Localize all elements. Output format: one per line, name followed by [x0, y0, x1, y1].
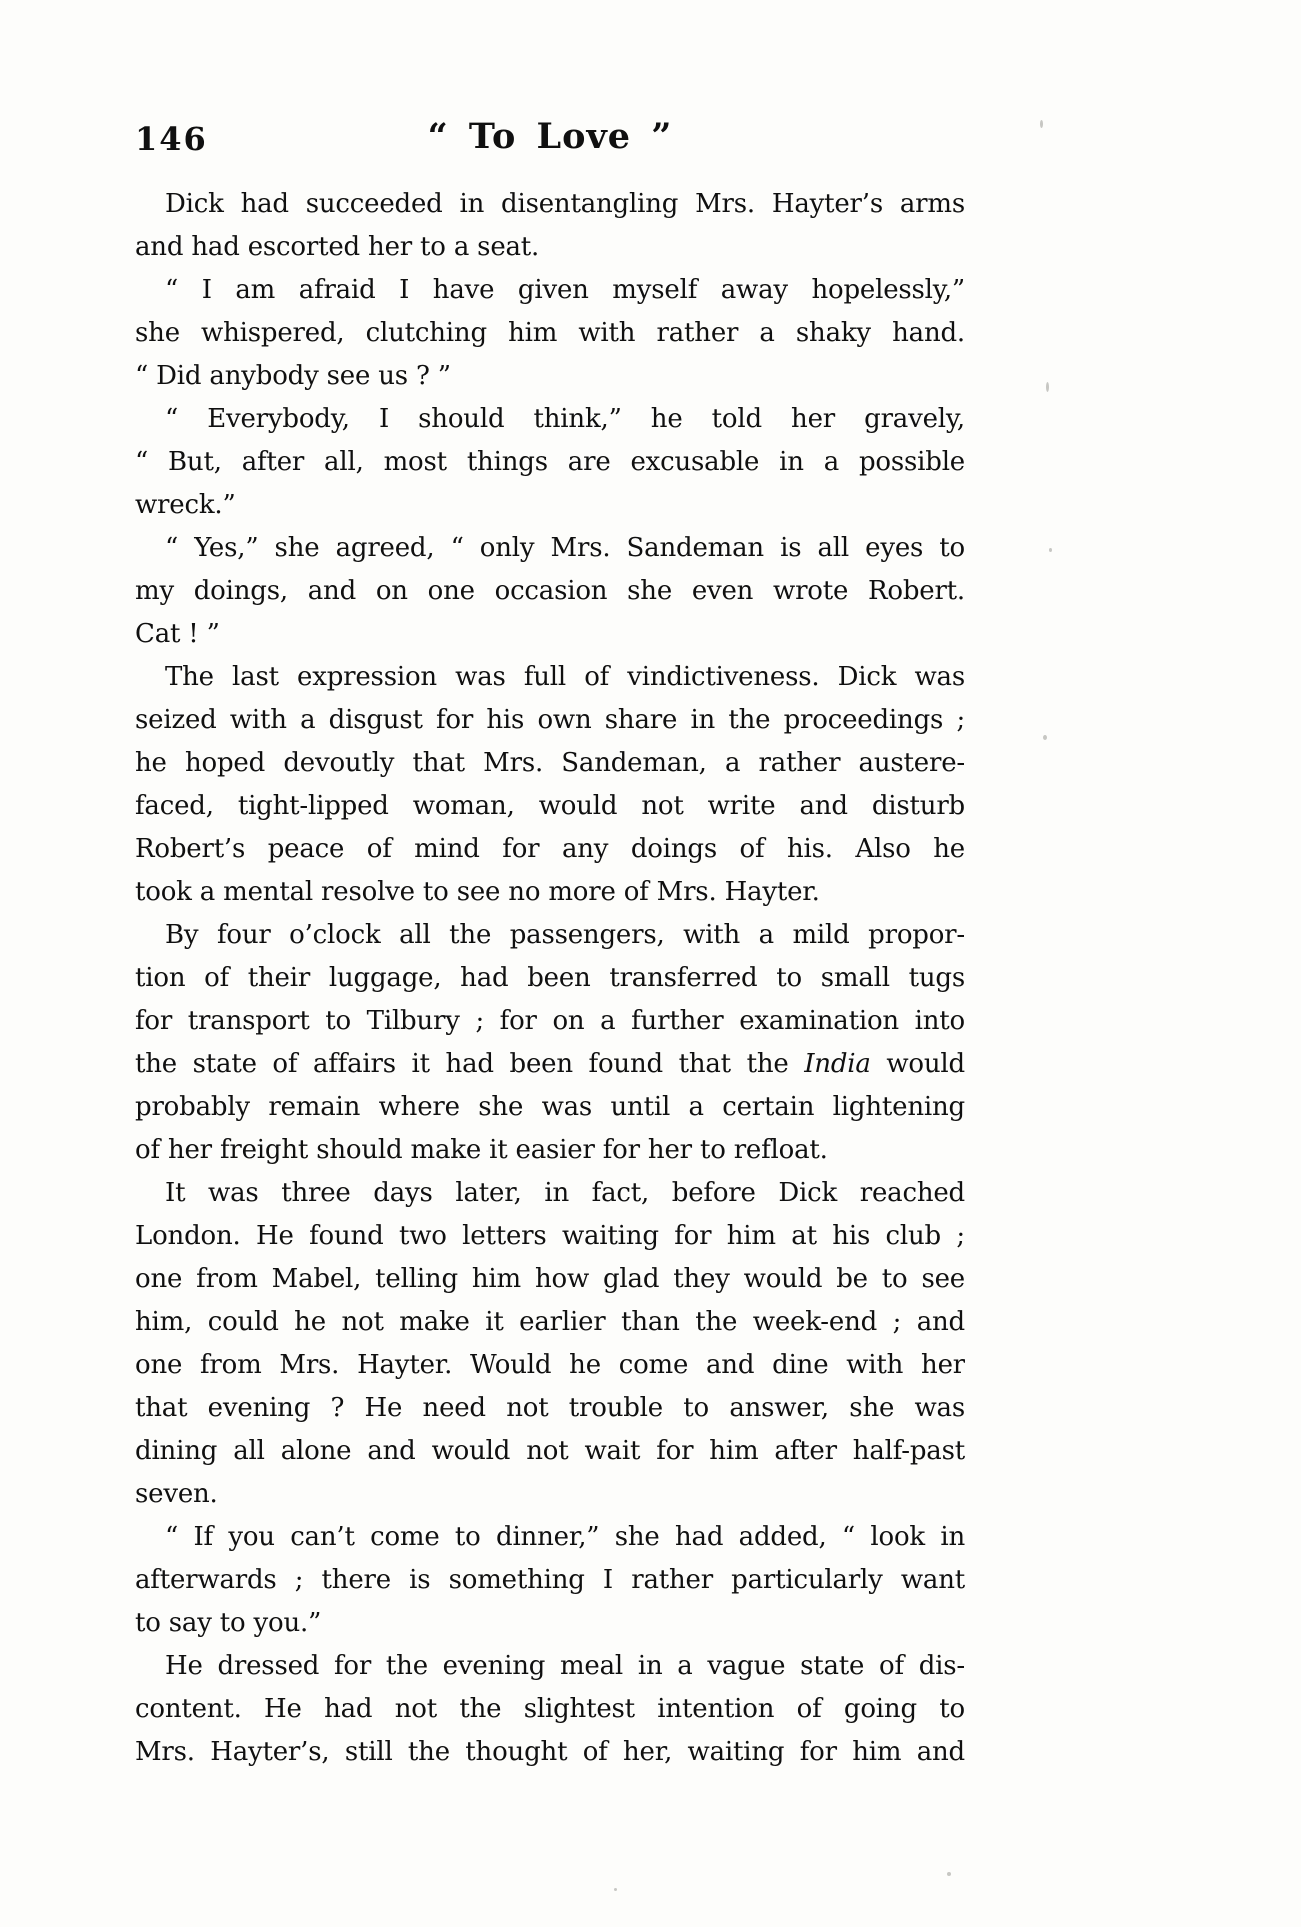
text-line: dining all alone and would not wait for him after half-past: [135, 1436, 965, 1466]
paragraph: [135, 1172, 965, 1516]
paragraph: [135, 1645, 965, 1774]
text-line: one from Mabel, telling him how glad they would be to see: [135, 1264, 965, 1294]
page-number: 146: [135, 120, 208, 158]
text-line: “ Everybody, I should think,” he told her gravely,: [165, 404, 965, 434]
paragraph: [135, 1516, 965, 1645]
paragraph: [135, 398, 965, 527]
text-line: afterwards ; there is something I rather particularly want: [135, 1565, 965, 1595]
text-line: London. He found two letters waiting for him at his club ;: [135, 1221, 965, 1251]
text-line: of her freight should make it easier for her to refloat.: [135, 1135, 828, 1165]
page-header: [135, 116, 965, 164]
page-title: “ To Love ”: [427, 116, 673, 157]
text-line: seven.: [135, 1479, 218, 1509]
text-line: my doings, and on one occasion she even wrote Robert.: [135, 576, 965, 606]
text-line: to say to you.”: [135, 1608, 322, 1638]
text-line: “ Did anybody see us ? ”: [135, 361, 451, 391]
text-line: Robert’s peace of mind for any doings of his. Also he: [135, 834, 965, 864]
scan-speck: [1040, 120, 1043, 128]
paragraph: [135, 183, 965, 269]
text-line: faced, tight-lipped woman, would not write and disturb: [135, 791, 965, 821]
text-line: for transport to Tilbury ; for on a further examination into: [135, 1006, 965, 1036]
text-line: content. He had not the slightest intention of going to: [135, 1694, 965, 1724]
scan-speck: [1043, 735, 1047, 740]
paragraph: [135, 656, 965, 914]
text-line: probably remain where she was until a certain lightening: [135, 1092, 965, 1122]
paragraph: [135, 914, 965, 1172]
text-line: The last expression was full of vindictiveness. Dick was: [165, 662, 965, 692]
text-line: seized with a disgust for his own share in the proceedings ;: [135, 705, 965, 735]
text-line: Cat ! ”: [135, 619, 220, 649]
text-line: By four o’clock all the passengers, with a mild propor-: [165, 920, 965, 950]
text-line: she whispered, clutching him with rather a shaky hand.: [135, 318, 965, 348]
scan-speck: [947, 1872, 951, 1876]
text-line: It was three days later, in fact, before Dick reached: [165, 1178, 965, 1208]
text-line: him, could he not make it earlier than the week-end ; and: [135, 1307, 965, 1337]
text-line: “ I am afraid I have given myself away hopelessly,”: [165, 275, 965, 305]
text-line: He dressed for the evening meal in a vague state of dis-: [165, 1651, 965, 1681]
text-line: and had escorted her to a seat.: [135, 232, 540, 262]
text-line: tion of their luggage, had been transferred to small tugs: [135, 963, 965, 993]
paragraph: [135, 527, 965, 656]
paragraph: [135, 269, 965, 398]
text-line: he hoped devoutly that Mrs. Sandeman, a rather austere-: [135, 748, 965, 778]
body-text: [135, 183, 965, 1774]
scan-speck: [614, 1888, 617, 1891]
text-line: “ If you can’t come to dinner,” she had added, “ look in: [165, 1522, 965, 1552]
text-line: “ But, after all, most things are excusable in a possible: [135, 447, 965, 477]
text-line: Dick had succeeded in disentangling Mrs. Hayter’s arms: [165, 189, 965, 219]
text-line: that evening ? He need not trouble to answer, she was: [135, 1393, 965, 1423]
scan-speck: [1046, 382, 1049, 392]
text-line: Mrs. Hayter’s, still the thought of her, waiting for him and: [135, 1737, 965, 1767]
text-line: took a mental resolve to see no more of Mrs. Hayter.: [135, 877, 820, 907]
text-line: one from Mrs. Hayter. Would he come and dine with her: [135, 1350, 965, 1380]
text-line: the state of affairs it had been found that the India would: [135, 1049, 965, 1079]
scan-speck: [1049, 548, 1052, 552]
text-line: “ Yes,” she agreed, “ only Mrs. Sandeman is all eyes to: [165, 533, 965, 563]
text-line: wreck.”: [135, 490, 236, 520]
